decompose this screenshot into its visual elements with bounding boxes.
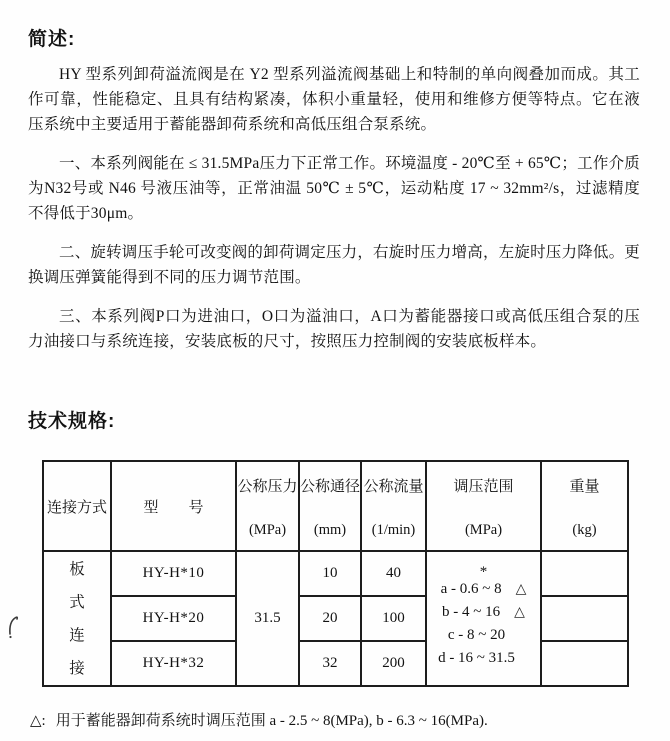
range-value: d - 16 ~ 31.5	[438, 650, 515, 666]
header-connection	[43, 461, 111, 551]
overview-section-title: 简述:	[28, 29, 76, 50]
weight-cell	[541, 641, 628, 686]
flow-cell: 100	[361, 596, 426, 641]
header-unit: (1/min)	[371, 522, 416, 538]
header-label: 型 号	[143, 499, 204, 516]
spec-item-1: 一、本系列阀能在 ≤ 31.5MPa压力下正常工作。环境温度 - 20℃至 + 65℃；工作介质为N32号或 N46 号液压油等，正常油温 50℃ ± 5℃，运动粘度 17 ~ 32mm²/s，过滤精度不得低于30μm。	[28, 155, 640, 222]
header-unit: (kg)	[572, 522, 597, 538]
spec-item-3: 三、本系列阀P口为进油口，O口为溢油口，A口为蓄能器接口或高低压组合泵的压力油接口与系统连接，安装底板的尺寸，按照压力控制阀的安装底板样本。	[28, 308, 640, 350]
range-line	[427, 624, 540, 647]
triangle-icon: △	[515, 582, 527, 597]
pressure-cell: 31.5	[236, 551, 299, 686]
header-range	[426, 461, 541, 551]
header-unit: (MPa)	[248, 522, 287, 538]
technical-specs-table	[42, 460, 629, 687]
range-value: a - 0.6 ~ 8	[440, 581, 502, 597]
header-model	[111, 461, 236, 551]
range-value: c - 8 ~ 20	[447, 627, 506, 643]
table-row	[43, 596, 628, 641]
header-label: 公称流量	[363, 479, 424, 495]
specs-section-title: 技术规格:	[28, 411, 116, 432]
header-label: 调压范围	[453, 479, 514, 495]
header-weight	[541, 461, 628, 551]
range-line	[427, 578, 540, 601]
diameter-cell: 20	[299, 596, 361, 641]
range-line	[427, 601, 540, 624]
header-unit: (mm)	[313, 522, 347, 538]
header-label: 重量	[569, 479, 600, 495]
table-footnote	[30, 709, 642, 734]
range-value: b - 4 ~ 16	[442, 604, 501, 620]
intro-paragraph: HY 型系列卸荷溢流阀是在 Y2 型系列溢流阀基础上和特制的单向阀叠加而成。其工作可靠，性能稳定、且具有结构紧凑，体积小重量轻，使用和维修方便等特点。它在液压系统中主要适用于蓄能器卸荷系统和高低压组合泵系统。	[28, 66, 640, 133]
flow-cell: 40	[361, 551, 426, 596]
diameter-cell: 32	[299, 641, 361, 686]
header-flow	[361, 461, 426, 551]
header-label: 公称压力	[237, 479, 298, 495]
range-line	[427, 647, 540, 670]
header-unit: (MPa)	[464, 522, 503, 538]
asterisk-marker: *	[479, 564, 488, 580]
table-row	[43, 641, 628, 686]
flow-cell: 200	[361, 641, 426, 686]
diameter-cell: 10	[299, 551, 361, 596]
spec-item-2: 二、旋转调压手轮可改变阀的卸荷调定压力，右旋时压力增高，左旋时压力降低。更换调压弹簧能得到不同的压力调节范围。	[28, 244, 640, 286]
model-cell: HY-H*32	[111, 641, 236, 686]
weight-cell	[541, 596, 628, 641]
model-cell: HY-H*10	[111, 551, 236, 596]
pressure-range-cell	[426, 551, 541, 686]
header-label: 连接方式	[46, 499, 107, 516]
connection-cell	[43, 551, 111, 686]
header-label: 公称通径	[300, 479, 361, 495]
triangle-icon: △:	[30, 713, 46, 729]
header-diameter	[299, 461, 361, 551]
table-header-row	[43, 461, 628, 551]
connection-label: 板式连接	[69, 560, 85, 677]
ink-squiggle-mark	[6, 612, 22, 642]
model-cell: HY-H*20	[111, 596, 236, 641]
weight-cell	[541, 551, 628, 596]
header-pressure	[236, 461, 299, 551]
triangle-icon: △	[514, 605, 525, 620]
footnote-text: 用于蓄能器卸荷系统时调压范围 a - 2.5 ~ 8(MPa), b - 6.3 ~ 16(MPa).	[55, 713, 488, 729]
table-row	[43, 551, 628, 596]
